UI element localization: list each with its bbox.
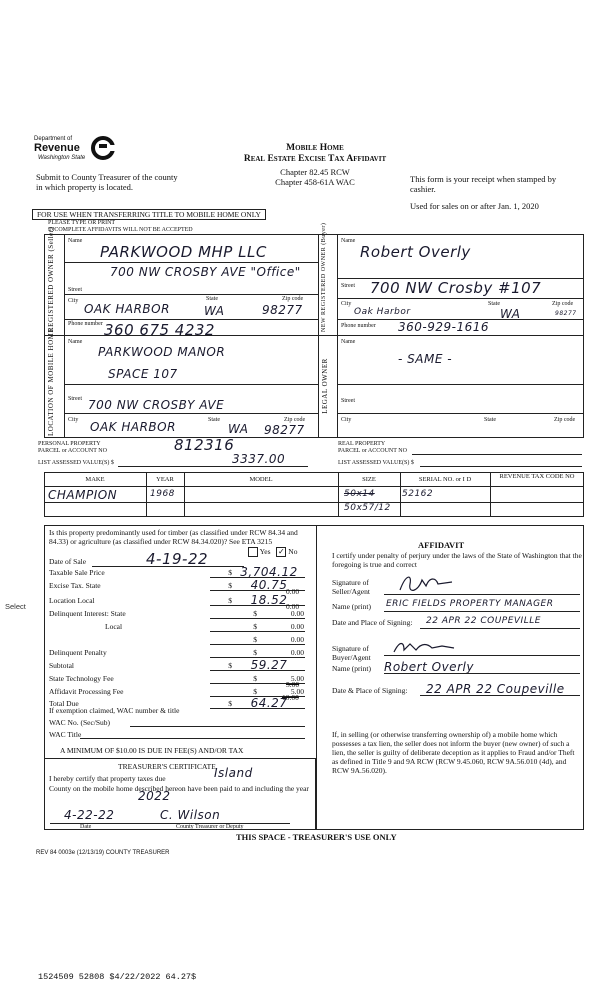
buyer-street-label: Street xyxy=(341,283,355,289)
personal-parcel-label: PARCEL or ACCOUNT NO xyxy=(38,448,107,454)
seller-name-label: Name xyxy=(68,238,83,244)
location-state[interactable]: WA xyxy=(228,422,249,436)
vehicle-make[interactable]: CHAMPION xyxy=(48,488,118,502)
treasurer-title: TREASURER'S CERTIFICATE xyxy=(118,762,216,771)
tax-row-amount[interactable]: 5.00 xyxy=(290,687,304,696)
amount-underline xyxy=(210,708,305,709)
treasurer-use-only: THIS SPACE - TREASURER'S USE ONLY xyxy=(236,832,397,842)
tax-row xyxy=(49,635,304,644)
location-state-label: State xyxy=(208,417,220,423)
title-line2: Real Estate Excise Tax Affidavit xyxy=(243,154,387,164)
printed-state-amount: 0.00 xyxy=(286,587,300,596)
tax-row xyxy=(49,648,304,657)
submit-note: Submit to County Treasurer of the county in which property is located. xyxy=(36,172,178,192)
printed-total-amount: 10.00 xyxy=(282,693,299,702)
buyer-print-name[interactable]: Robert Overly xyxy=(384,660,474,674)
vehicle-year[interactable]: 1968 xyxy=(150,489,175,499)
legal-street-label: Street xyxy=(341,398,355,404)
seller-state-label: State xyxy=(206,296,218,302)
legal-name[interactable]: - SAME - xyxy=(398,352,453,366)
col-serial: SERIAL NO. or I D xyxy=(418,476,472,483)
printed-afp-amount: 5.00 xyxy=(286,680,300,689)
real-property-label: REAL PROPERTY xyxy=(338,441,386,447)
seller-date-place[interactable]: 22 APR 22 COUPEVILLE xyxy=(426,616,541,626)
location-city-label: City xyxy=(68,417,79,423)
minimum-notice: A MINIMUM OF $10.00 IS DUE IN FEE(S) AND/OR TAX xyxy=(60,746,244,755)
buyer-city-label: City xyxy=(341,301,352,307)
timber-yes-label: Yes xyxy=(259,547,271,556)
tax-row-amount[interactable]: 59.27 xyxy=(250,658,288,672)
legal-city-label: City xyxy=(341,417,352,423)
amount-underline xyxy=(210,644,305,645)
date-of-sale-label: Date of Sale xyxy=(49,557,87,566)
date-of-sale-value[interactable]: 4-19-22 xyxy=(146,550,209,568)
tax-row-label: Local xyxy=(105,622,123,631)
vehicle-serial[interactable]: 52162 xyxy=(402,489,434,499)
col-size: SIZE xyxy=(362,476,376,483)
tax-row-label: Delinquent Penalty xyxy=(49,648,107,657)
treasurer-by-label: County Treasurer or Deputy xyxy=(176,824,244,830)
logo-dept: Department of xyxy=(34,136,73,142)
buyer-date-place-label: Date & Place of Signing: xyxy=(332,686,408,695)
affidavit-title: AFFIDAVIT xyxy=(418,540,465,550)
tax-row-label: Subtotal xyxy=(49,661,75,670)
timber-no-checkbox[interactable]: ✓ xyxy=(278,547,285,557)
form-title xyxy=(200,143,430,187)
title-line1: Mobile Home xyxy=(286,143,344,153)
personal-property-label: PERSONAL PROPERTY xyxy=(38,441,101,447)
dollar-sign: $ xyxy=(253,635,257,644)
incomplete-notice: INCOMPLETE AFFIDAVITS WILL NOT BE ACCEPTED xyxy=(48,227,193,233)
col-year: YEAR xyxy=(156,476,174,483)
seller-print-name[interactable]: ERIC FIELDS PROPERTY MANAGER xyxy=(386,599,554,609)
tax-row-label: Total Due xyxy=(49,699,79,708)
transfer-notice: FOR USE WHEN TRANSFERRING TITLE TO MOBILE HOME ONLY xyxy=(32,209,266,220)
dollar-sign: $ xyxy=(253,622,257,631)
amount-underline xyxy=(210,631,305,632)
tax-row xyxy=(49,565,304,579)
revenue-logo-icon xyxy=(90,136,116,160)
tax-row-label: Excise Tax. State xyxy=(49,581,101,590)
col-make: MAKE xyxy=(85,476,105,483)
seller-phone[interactable]: 360 675 4232 xyxy=(104,321,215,339)
personal-assessed-label: LIST ASSESSED VALUE(S) $ xyxy=(38,460,114,466)
location-side-label: LOCATION OF MOBILE HOME xyxy=(47,327,55,436)
location-line2[interactable]: SPACE 107 xyxy=(108,367,178,381)
buyer-name[interactable]: Robert Overly xyxy=(360,243,471,261)
printed-local-amount: 0.00 xyxy=(286,602,300,611)
timber-yes-checkbox[interactable] xyxy=(248,547,258,557)
exemption-line3: WAC Title xyxy=(49,730,82,739)
tax-row-amount[interactable]: 64.27 xyxy=(250,696,288,710)
select-label: Select xyxy=(5,602,26,611)
revenue-logo xyxy=(34,136,124,168)
timber-question xyxy=(49,528,311,546)
buyer-zip[interactable]: 98277 xyxy=(555,310,577,317)
buyer-print-name-label: Name (print) xyxy=(332,664,371,673)
legal-side-label: LEGAL OWNER xyxy=(321,358,329,414)
buyer-street[interactable]: 700 NW Crosby #107 xyxy=(370,279,542,297)
seller-signature-label: Signature of Seller/Agent xyxy=(332,578,370,596)
tax-row-amount[interactable]: 0.00 xyxy=(290,635,304,644)
tax-row xyxy=(49,622,304,631)
timber-text: Is this property predominantly used for timber (as classified under RCW 84.34 and 84.33) or agriculture (as classified under RCW 84.34.020)? See ETA 3215 xyxy=(49,528,298,546)
dollar-sign: $ xyxy=(228,661,232,670)
amount-underline xyxy=(210,618,305,619)
used-for-note: Used for sales on or after Jan. 1, 2020 xyxy=(410,201,539,211)
treasurer-county[interactable]: Island xyxy=(214,766,253,780)
receipt-stamp: 1524509 52808 $4/22/2022 64.27$ xyxy=(38,972,197,982)
personal-assessed-value[interactable]: 3337.00 xyxy=(232,452,286,466)
location-zip-label: Zip code xyxy=(284,417,306,423)
tax-row-amount[interactable]: 18.52 xyxy=(250,593,288,607)
treasurer-line2: County on the mobile home described hereon have been paid to and including the year xyxy=(49,784,309,793)
seller-zip[interactable]: 98277 xyxy=(262,303,303,317)
buyer-signature-label: Signature of Buyer/Agent xyxy=(332,644,371,662)
legal-zip-label: Zip code xyxy=(554,417,576,423)
seller-zip-label: Zip code xyxy=(282,296,304,302)
seller-name[interactable]: PARKWOOD MHP LLC xyxy=(100,243,267,261)
tax-row-label: State Technology Fee xyxy=(49,674,114,683)
location-name[interactable]: PARKWOOD MANOR xyxy=(98,345,226,359)
vehicle-size-1[interactable]: 50x14 xyxy=(344,489,375,499)
col-model: MODEL xyxy=(249,476,273,483)
seller-city-label: City xyxy=(68,298,79,304)
form-number: REV 84 0003e (12/13/19) COUNTY TREASURER xyxy=(36,850,170,856)
buyer-state-label: State xyxy=(488,301,500,307)
buyer-city[interactable]: Oak Harbor xyxy=(354,307,411,317)
buyer-signature[interactable] xyxy=(392,638,462,656)
col-revenue: REVENUE TAX CODE NO xyxy=(499,473,575,480)
tax-row-label xyxy=(49,635,253,644)
receipt-note: This form is your receipt when stamped by cashier. xyxy=(410,174,557,194)
tax-row-amount[interactable]: 0.00 xyxy=(290,609,304,618)
seller-print-name-label: Name (print) xyxy=(332,602,371,611)
treasurer-line1: I hereby certify that property taxes due xyxy=(49,774,166,783)
tax-row-amount[interactable]: 0.00 xyxy=(290,622,304,631)
buyer-state[interactable]: WA xyxy=(500,307,521,321)
buyer-phone-label: Phone number xyxy=(341,323,376,329)
dollar-sign: $ xyxy=(253,648,257,657)
amount-underline xyxy=(210,670,305,671)
tax-row-label: Affidavit Processing Fee xyxy=(49,687,124,696)
dollar-sign: $ xyxy=(253,609,257,618)
seller-signature[interactable] xyxy=(396,572,456,594)
tax-row xyxy=(49,658,304,672)
seller-city[interactable]: OAK HARBOR xyxy=(84,302,170,316)
dollar-sign: $ xyxy=(228,568,232,577)
tax-row-amount[interactable]: 40.75 xyxy=(250,578,288,592)
tax-row-label: Taxable Sale Price xyxy=(49,568,105,577)
lien-warning: If, in selling (or otherwise transferring ownership of) a mobile home which possesses a tax lien, the seller does not inform the buyer (new owner) of such a lien, the seller is guilty of deliberate deception as it applies to Fraud and/or Theft as defined in Title 9 and 9A RCW (RCW 9.45.060, RCW 9A.56.010 (4d), and RCW 9A.56.020). xyxy=(332,730,575,775)
dollar-sign: $ xyxy=(253,674,257,683)
tax-row-amount[interactable]: 5.00 xyxy=(290,674,304,683)
legal-name-label: Name xyxy=(341,339,356,345)
seller-date-place-label: Date and Place of Signing: xyxy=(332,618,413,627)
seller-street-label: Street xyxy=(68,287,82,293)
exemption-line1: If exemption claimed, WAC number & title xyxy=(49,706,180,715)
real-assessed-label: LIST ASSESSED VALUE(S) $ xyxy=(338,460,414,466)
dollar-sign: $ xyxy=(228,699,232,708)
dollar-sign: $ xyxy=(228,596,232,605)
buyer-name-label: Name xyxy=(341,238,356,244)
timber-options xyxy=(248,547,297,557)
type-print-notice: PLEASE TYPE OR PRINT xyxy=(48,220,116,226)
treasurer-year[interactable]: 2022 xyxy=(138,789,171,803)
treasurer-signature[interactable]: C. Wilson xyxy=(160,808,221,822)
buyer-date-place[interactable]: 22 APR 22 Coupeville xyxy=(426,682,565,696)
treasurer-date-label: Date xyxy=(80,824,92,830)
tax-row xyxy=(49,609,304,618)
tax-row-amount[interactable]: 3,704.12 xyxy=(240,565,298,579)
location-name-label: Name xyxy=(68,339,83,345)
exemption-line2: WAC No. (Sec/Sub) xyxy=(49,718,111,727)
tax-row xyxy=(49,687,304,696)
buyer-phone[interactable]: 360-929-1616 xyxy=(398,320,490,334)
tax-row-label: Delinquent Interest: State xyxy=(49,609,126,618)
treasurer-date[interactable]: 4-22-22 xyxy=(64,808,115,822)
seller-street[interactable]: 700 NW CROSBY AVE "Office" xyxy=(110,265,301,279)
logo-name: Revenue xyxy=(34,142,80,154)
seller-state[interactable]: WA xyxy=(204,304,225,318)
vehicle-size-2[interactable]: 50x57/12 xyxy=(344,503,391,513)
tax-row xyxy=(49,674,304,683)
chapter-rcw: Chapter 82.45 RCW xyxy=(280,167,350,177)
dollar-sign: $ xyxy=(253,687,257,696)
location-zip[interactable]: 98277 xyxy=(264,423,305,437)
personal-parcel-value[interactable]: 812316 xyxy=(174,436,235,454)
logo-state: Washington State xyxy=(38,155,86,161)
location-street[interactable]: 700 NW CROSBY AVE xyxy=(88,398,225,412)
chapter-wac: Chapter 458-61A WAC xyxy=(275,177,355,187)
seller-phone-label: Phone number xyxy=(68,321,103,327)
tax-row-amount[interactable]: 0.00 xyxy=(290,648,304,657)
timber-no-label: No xyxy=(288,547,298,556)
seller-side-label: REGISTERED OWNER (Seller) xyxy=(47,226,55,332)
location-street-label: Street xyxy=(68,396,82,402)
buyer-zip-label: Zip code xyxy=(552,301,574,307)
buyer-side-label: NEW REGISTERED OWNER (Buyer) xyxy=(321,222,327,332)
real-parcel-label: PARCEL or ACCOUNT NO xyxy=(338,448,407,454)
legal-state-label: State xyxy=(484,417,496,423)
affidavit-text: I certify under penalty of perjury under the laws of the State of Washington that the foregoing is true and correct xyxy=(332,551,582,569)
location-city[interactable]: OAK HARBOR xyxy=(90,420,176,434)
dollar-sign: $ xyxy=(228,581,232,590)
tax-row-label: Location Local xyxy=(49,596,95,605)
